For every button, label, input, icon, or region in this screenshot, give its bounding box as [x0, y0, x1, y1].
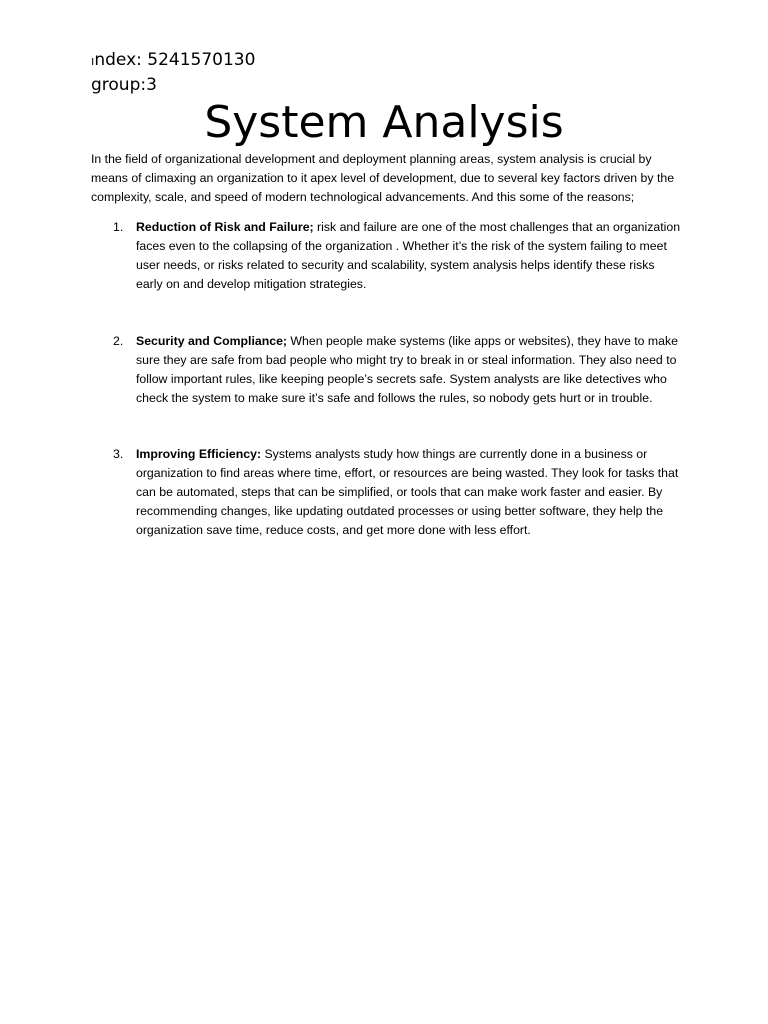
list-item — [91, 218, 683, 294]
intro-paragraph: In the field of organizational development and deployment planning areas, system analysis is crucial by means of climaxing an organization to it apex level of development, due to several key factors driven by the complexity, scale, and speed of modern technological advancements. And this some of the reasons; — [91, 152, 675, 204]
index-text: ndex: 5241570130 — [94, 50, 256, 70]
list-item — [91, 445, 683, 540]
list-item-heading: Improving Efficiency: — [136, 447, 262, 461]
list-item-text — [136, 218, 683, 294]
list-item-body: risk and failure are one of the most challenges that an organization faces even to the collapsing of the organization . Whether it’s the risk of the system failing to meet user needs, or risks related to security and scalability, system analysis helps identify these risks early on and develop mitigation strategies. — [136, 220, 681, 291]
list-item-heading: Security and Compliance; — [136, 334, 288, 348]
index-line — [91, 49, 255, 72]
list-number: 1. — [113, 220, 124, 234]
document-title: System Analysis — [204, 97, 564, 148]
index-prefix: ı — [91, 54, 95, 68]
list-item-heading: Reduction of Risk and Failure; — [136, 220, 314, 234]
group-line: group:3 — [91, 75, 157, 95]
list-item-body: When people make systems (like apps or websites), they have to make sure they are safe from bad people who might try to break in or steal information. They also need to follow important rules, like keeping people’s secrets safe. System analysts are like detectives who check the system to make sure it’s safe and follows the rules, so nobody gets hurt or in trouble. — [136, 334, 678, 405]
list-item-text — [136, 445, 683, 540]
list-number: 3. — [113, 447, 124, 461]
list-item-body: Systems analysts study how things are currently done in a business or organization to find areas where time, effort, or resources are being wasted. They look for tasks that can be automated, steps that can be simplified, or tools that can make work faster and easier. By recommending changes, like updating outdated processes or using better software, they help the organization save time, reduce costs, and get more done with less effort. — [136, 447, 679, 537]
list-item-text — [136, 332, 683, 408]
list-item — [91, 332, 683, 408]
list-number: 2. — [113, 334, 124, 348]
